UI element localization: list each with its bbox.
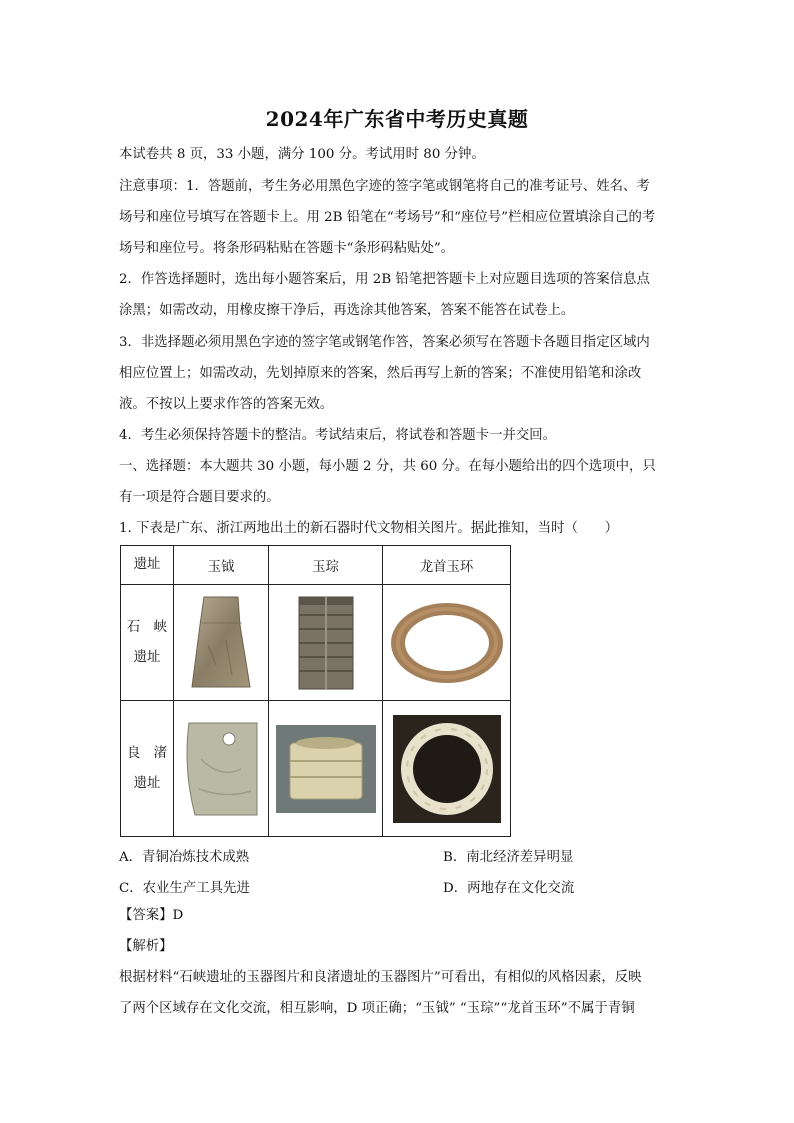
notes-line: 注意事项：1．答题前，考生务必用黑色字迹的签字笔或钢笔将自己的准考证号、姓名、考 xyxy=(119,179,650,194)
image-cell xyxy=(174,585,269,701)
intro-text: 本试卷共 8 页，33 小题，满分 100 分。考试用时 80 分钟。 xyxy=(119,147,485,162)
page-title: 2024年广东省中考历史真题 xyxy=(265,107,529,131)
question-stem: 1. 下表是广东、浙江两地出土的新石器时代文物相关图片。据此推知，当时（ ） xyxy=(119,521,619,536)
answer-text: 【答案】D xyxy=(119,908,184,923)
site-name: 遗址 xyxy=(133,649,161,665)
table-row xyxy=(121,701,511,837)
table-header-row xyxy=(121,546,511,585)
site-label xyxy=(121,585,174,701)
table-header-cell: 玉钺 xyxy=(174,546,269,585)
notes-line: 场号和座位号填写在答题卡上。用 2B 铅笔在“考场号”和“座位号”栏相应位置填涂自己的考 xyxy=(119,210,656,225)
site-label xyxy=(121,701,174,837)
jade-axe-image xyxy=(188,595,254,691)
analysis-line: 根据材料“石峡遗址的玉器图片和良渚遗址的玉器图片”可看出，有相似的风格因素，反映 xyxy=(119,970,642,985)
image-cell xyxy=(383,585,511,701)
notes-line: 3．非选择题必须用黑色字迹的签字笔或钢笔作答，答案必须写在答题卡各题目指定区域内 xyxy=(119,335,650,350)
relics-table xyxy=(120,545,511,837)
table-header-cell: 玉琮 xyxy=(269,546,383,585)
jade-cong-image xyxy=(276,725,376,813)
notes-line: 场号和座位号。将条形码粘贴在答题卡“条形码粘贴处”。 xyxy=(119,241,455,256)
dragon-ring-image xyxy=(393,715,501,823)
notes-line: 涂黑；如需改动，用橡皮擦干净后，再选涂其他答案，答案不能答在试卷上。 xyxy=(119,303,575,318)
option-b[interactable]: B．南北经济差异明显 xyxy=(443,850,574,865)
table-header-cell: 龙首玉环 xyxy=(383,546,511,585)
site-name: 良 渚 xyxy=(126,745,168,761)
analysis-label: 【解析】 xyxy=(119,939,173,954)
section-heading: 一、选择题：本大题共 30 小题，每小题 2 分，共 60 分。在每小题给出的四个选项中，只 xyxy=(119,459,656,474)
section-heading: 有一项是符合题目要求的。 xyxy=(119,490,280,505)
analysis-line: 了两个区域存在文化交流，相互影响，D 项正确；“玉钺” “玉琮”“龙首玉环”不属于青铜 xyxy=(119,1001,635,1016)
site-name: 遗址 xyxy=(133,775,161,791)
table-header-cell: 遗址 xyxy=(121,546,174,585)
notes-line: 2．作答选择题时，选出每小题答案后，用 2B 铅笔把答题卡上对应题目选项的答案信息点 xyxy=(119,272,650,287)
jade-axe-image xyxy=(181,719,261,819)
notes-line: 相应位置上；如需改动，先划掉原来的答案，然后再写上新的答案；不准使用铅笔和涂改 xyxy=(119,366,642,381)
option-c[interactable]: C．农业生产工具先进 xyxy=(119,881,250,896)
notes-line: 液。不按以上要求作答的答案无效。 xyxy=(119,397,334,412)
jade-cong-image xyxy=(293,595,359,691)
image-cell xyxy=(269,701,383,837)
option-d[interactable]: D．两地存在文化交流 xyxy=(443,881,575,896)
dragon-ring-image xyxy=(388,599,506,687)
table-row xyxy=(121,585,511,701)
option-a[interactable]: A．青铜冶炼技术成熟 xyxy=(119,850,250,865)
site-name: 石 峡 xyxy=(126,619,168,635)
image-cell xyxy=(383,701,511,837)
image-cell xyxy=(269,585,383,701)
image-cell xyxy=(174,701,269,837)
notes-line: 4．考生必须保持答题卡的整洁。考试结束后，将试卷和答题卡一并交回。 xyxy=(119,428,557,443)
